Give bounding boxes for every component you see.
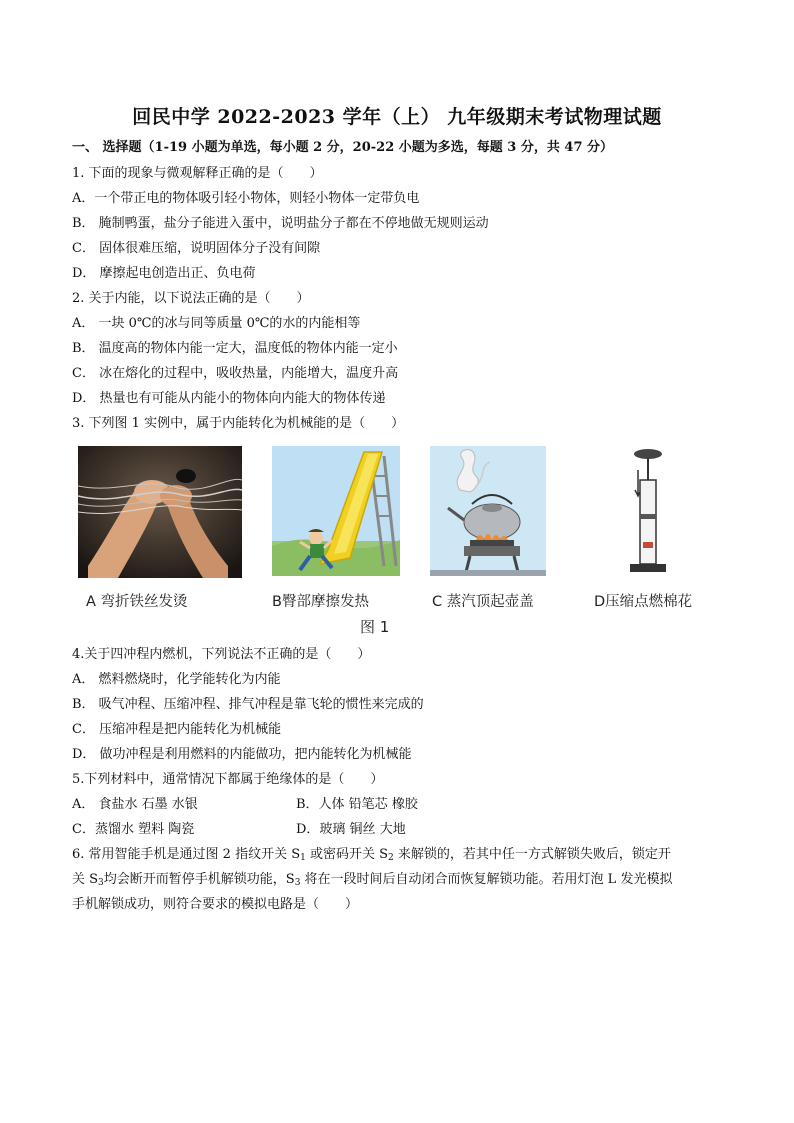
question-4-option-d: D． 做功冲程是利用燃料的内能做功，把内能转化为机械能: [72, 747, 412, 762]
question-6-line-2: [72, 871, 672, 892]
question-1-option-d: D． 摩擦起电创造出正、负电荷: [72, 266, 256, 281]
question-2-stem: 2. 关于内能，以下说法正确的是（ ）: [72, 291, 310, 306]
question-3-stem: 3. 下列图 1 实例中，属于内能转化为机械能的是（ ）: [72, 416, 405, 431]
question-2-option-c: C． 冰在熔化的过程中，吸收热量，内能增大，温度升高: [72, 366, 399, 381]
subscript: 1: [300, 853, 306, 863]
question-5-option-b: B．人体 铅笔芯 橡胶: [296, 797, 418, 812]
section-heading: 一、 选择题（1-19 小题为单选，每小题 2 分，20-22 小题为多选，每题 3 分，共 47 分）: [72, 140, 614, 155]
figure-d-compression-cylinder: [626, 446, 670, 576]
question-5-option-c: C．蒸馏水 塑料 陶瓷: [72, 822, 195, 837]
figure-c-kettle: [430, 446, 546, 576]
figure-caption-a: A 弯折铁丝发烫: [86, 594, 188, 610]
figure-caption-d: D压缩点燃棉花: [594, 594, 693, 610]
subscript: 3: [98, 878, 104, 888]
question-6-line-3: 手机解锁成功，则符合要求的模拟电路是（ ）: [72, 897, 359, 912]
question-6-text: 来解锁的，若其中任一方式解锁失败后，锁定开: [393, 847, 671, 862]
question-5-stem: 5.下列材料中，通常情况下都属于绝缘体的是（ ）: [72, 772, 384, 787]
question-2-option-d: D． 热量也有可能从内能小的物体向内能大的物体传递: [72, 391, 386, 406]
question-1-option-c: C． 固体很难压缩，说明固体分子没有间隙: [72, 241, 321, 256]
question-2-option-b: B． 温度高的物体内能一定大，温度低的物体内能一定小: [72, 341, 398, 356]
page-title: 回民中学 2022-2023 学年（上） 九年级期末考试物理试题: [132, 106, 662, 128]
question-6-text: 或密码开关 S: [305, 847, 389, 862]
question-6-line-1: [72, 846, 671, 867]
question-6-text: 关 S: [72, 872, 99, 887]
question-1-option-b: B． 腌制鸭蛋，盐分子能进入蛋中，说明盐分子都在不停地做无规则运动: [72, 216, 489, 231]
question-6-text: 6. 常用智能手机是通过图 2 指纹开关 S: [72, 847, 301, 862]
figure-1-label: 图 1: [360, 618, 390, 636]
question-1-stem: 1. 下面的现象与微观解释正确的是（ ）: [72, 166, 323, 181]
question-2-option-a: A． 一块 0℃的冰与同等质量 0℃的水的内能相等: [72, 316, 361, 331]
figure-caption-c: C 蒸汽顶起壶盖: [432, 594, 534, 610]
figure-b-slide: [272, 446, 400, 576]
subscript: 2: [388, 853, 394, 863]
question-5-option-a: A． 食盐水 石墨 水银: [72, 797, 198, 812]
question-4-option-c: C． 压缩冲程是把内能转化为机械能: [72, 722, 282, 737]
question-4-option-b: B． 吸气冲程、压缩冲程、排气冲程是靠飞轮的惯性来完成的: [72, 697, 424, 712]
question-1-option-a: A．一个带正电的物体吸引轻小物体，则轻小物体一定带负电: [72, 191, 420, 206]
question-6-text: 将在一段时间后自动闭合而恢复解锁功能。若用灯泡 L 发光模拟: [300, 872, 673, 887]
figure-a-bending-wire: [78, 446, 242, 578]
question-6-text: 均会断开而暂停手机解锁功能，S: [103, 872, 295, 887]
figure-caption-b: B臀部摩擦发热: [272, 594, 369, 610]
subscript: 3: [294, 878, 301, 888]
question-5-option-d: D．玻璃 铜丝 大地: [296, 822, 406, 837]
question-4-stem: 4.关于四冲程内燃机，下列说法不正确的是（ ）: [72, 647, 371, 662]
question-4-option-a: A． 燃料燃烧时，化学能转化为内能: [72, 672, 281, 687]
